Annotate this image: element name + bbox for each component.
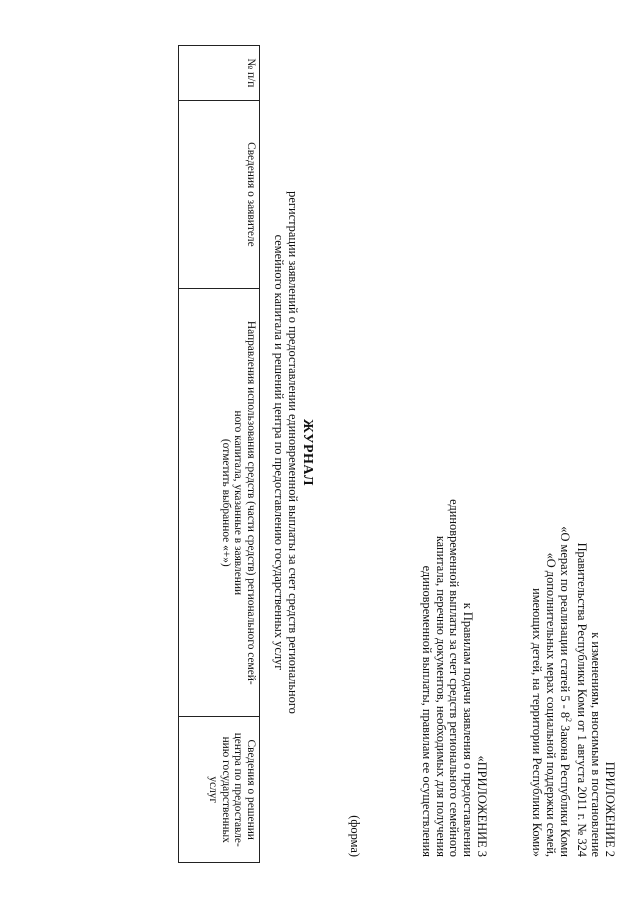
column-header-line: Сведения о заявителе <box>245 142 257 247</box>
column-header-line: Направления использования средств (части средств) регионального семей- <box>245 320 257 685</box>
table-header-row <box>179 46 260 863</box>
appendix-title: ПРИЛОЖЕНИЕ 2 <box>603 761 617 857</box>
column-header-directions <box>179 289 260 717</box>
rules-line: капитала, перечню документов, необходимых для получения <box>433 535 448 857</box>
rules-header <box>419 499 488 857</box>
law-line-superscript: 2 <box>563 718 573 723</box>
subtitle-line: регистрации заявлений о предоставлении единовременной выплаты за счет средств регионального <box>286 191 300 714</box>
rules-line: единовременной выплаты за счет средств регионального семейного <box>447 499 462 857</box>
appendix-line: Правительства Республики Коми от 1 августа 2011 г. № 324 <box>575 542 590 857</box>
appendix-line: «О дополнительных мерах социальной поддержки семей, <box>543 552 558 857</box>
column-header-line: услуг <box>207 776 220 804</box>
rules-line: единовременной выплаты, правилам ее осуществления <box>419 565 434 857</box>
appendix-header <box>529 526 616 857</box>
law-line-before: «О мерах по реализации статей 5 - 8 <box>557 526 572 719</box>
rules-line: к Правилам подачи заявления о предоставлении <box>461 602 476 857</box>
column-header-line: центра по предоставле- <box>232 732 245 847</box>
column-header-line: нию государственных <box>219 736 232 843</box>
column-header-decision <box>179 717 260 863</box>
column-header-line: ного капитала, указанные в заявлении <box>232 410 245 596</box>
column-header-number <box>179 46 260 101</box>
journal-subtitle <box>271 0 299 905</box>
journal-title: ЖУРНАЛ <box>300 419 315 486</box>
rules-title: «ПРИЛОЖЕНИЕ 3 <box>475 755 489 857</box>
column-header-applicant <box>179 100 260 288</box>
appendix-line: к изменениям, вносимым в постановление <box>589 632 604 857</box>
appendix-line: имеющих детей, на территории Республики Коми» <box>529 588 544 857</box>
column-header-line: Сведения о решении <box>245 739 257 840</box>
journal-table <box>178 45 260 863</box>
form-note: (форма) <box>348 815 362 857</box>
law-line-after: Закона Республики Коми <box>557 722 572 857</box>
subtitle-line: семейного капитала и решений центра по предоставлению государственных услуг <box>272 234 287 671</box>
column-header-line: (отметить выбранное «+») <box>219 438 232 567</box>
appendix-law-line <box>557 526 575 857</box>
column-header-line: № п/п <box>245 58 257 88</box>
